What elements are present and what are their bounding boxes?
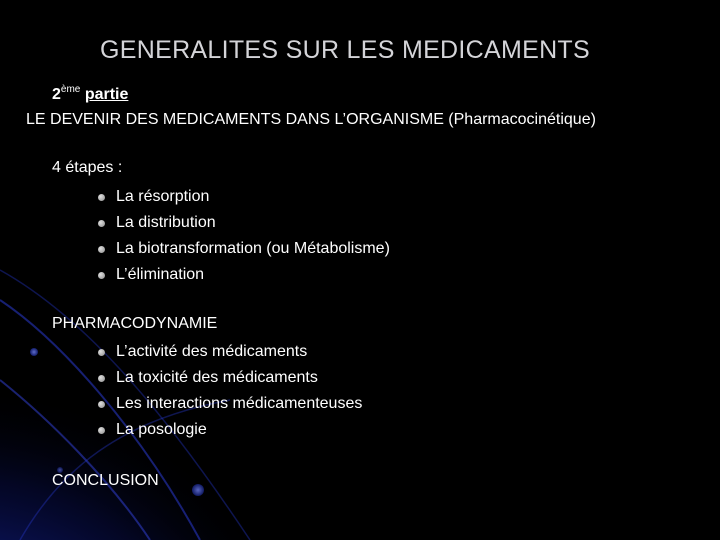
- part-word: partie: [84, 86, 129, 103]
- list-item: La toxicité des médicaments: [98, 365, 362, 391]
- slide-subtitle: LE DEVENIR DES MEDICAMENTS DANS L’ORGANISME (Pharmacocinétique): [26, 111, 596, 128]
- list-item: L’élimination: [98, 262, 390, 288]
- section-stages-list: [98, 184, 390, 288]
- bullet-icon: [98, 375, 105, 382]
- bullet-icon: [98, 401, 105, 408]
- bullet-icon: [98, 349, 105, 356]
- section-stages-label: 4 étapes :: [52, 159, 123, 176]
- list-item: La distribution: [98, 210, 390, 236]
- bullet-icon: [98, 194, 105, 201]
- conclusion-label: CONCLUSION: [52, 472, 159, 489]
- list-item: L’activité des médicaments: [98, 339, 362, 365]
- part-number: 2: [52, 86, 61, 103]
- slide-title: GENERALITES SUR LES MEDICAMENTS: [100, 36, 590, 64]
- bullet-icon: [98, 220, 105, 227]
- list-item: La posologie: [98, 417, 362, 443]
- part-superscript: ème: [60, 84, 81, 95]
- section-pharmacodynamics-list: [98, 339, 362, 443]
- section-pharmacodynamics-label: PHARMACODYNAMIE: [52, 315, 218, 332]
- list-item: La biotransformation (ou Métabolisme): [98, 236, 390, 262]
- list-item: Les interactions médicamenteuses: [98, 391, 362, 417]
- list-item: La résorption: [98, 184, 390, 210]
- part-heading: [52, 84, 128, 104]
- bullet-icon: [98, 272, 105, 279]
- bullet-icon: [98, 427, 105, 434]
- bullet-icon: [98, 246, 105, 253]
